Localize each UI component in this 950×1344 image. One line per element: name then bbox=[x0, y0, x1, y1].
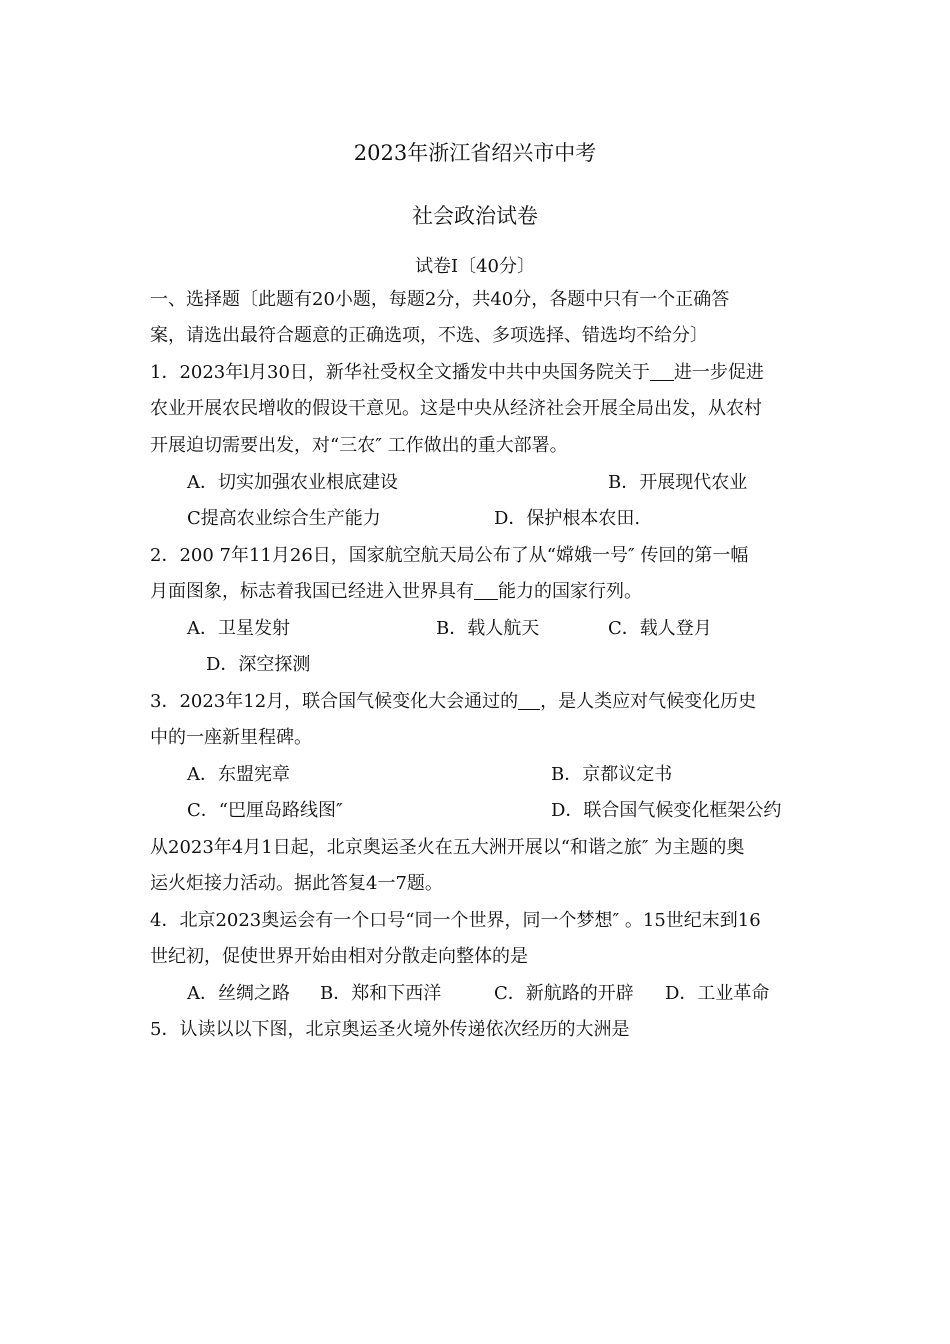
intro-4-7-line-1: 从2023年4月1日起，北京奥运圣火在五大洲开展以“和谐之旅″ 为主题的奥 bbox=[150, 837, 745, 858]
q4-option-d: D．工业革命 bbox=[665, 983, 770, 1004]
part-heading: 试卷Ⅰ〔40分〕 bbox=[414, 256, 535, 277]
q5-line-1: 5．认读以以下图，北京奥运圣火境外传递依次经历的大洲是 bbox=[150, 1019, 630, 1040]
q3-line-2: 中的一座新里程碑。 bbox=[150, 727, 312, 748]
q4-line-2: 世纪初，促使世界开始由相对分散走向整体的是 bbox=[150, 946, 528, 967]
q2-option-c: C．载人登月 bbox=[608, 618, 712, 639]
q1-line-2: 农业开展农民增收的假设干意见。这是中央从经济社会开展全局出发，从农村 bbox=[150, 398, 762, 419]
instructions-line-1: 一、选择题〔此题有20小题，每题2分，共40分，各题中只有一个正确答 bbox=[150, 289, 730, 310]
q1-option-b: B．开展现代农业 bbox=[608, 472, 748, 493]
q2-line-2-tail: 能力的国家行列。 bbox=[498, 581, 642, 602]
page-title: 2023年浙江省绍兴市中考 bbox=[353, 141, 597, 165]
q2-option-b: B．载人航天 bbox=[436, 618, 540, 639]
intro-4-7-line-2: 运火炬接力活动。据此答复4一7题。 bbox=[150, 873, 443, 894]
q2-line-2-text: 月面图象，标志着我国已经进入世界具有 bbox=[150, 581, 474, 602]
q1-option-d: D．保护根本农田. bbox=[494, 508, 641, 529]
q4-option-b: B．郑和下西洋 bbox=[320, 983, 442, 1004]
q2-line-1: 2．200 7年11月26日，国家航空航天局公布了从“嫦娥一号″ 传回的第一幅 bbox=[150, 545, 749, 566]
q4-option-c: C．新航路的开辟 bbox=[494, 983, 634, 1004]
q3-option-b: B．京都议定书 bbox=[551, 764, 673, 785]
q1-blank bbox=[650, 362, 674, 381]
q4-option-a: A．丝绸之路 bbox=[187, 983, 290, 1004]
q1-option-a: A．切实加强农业根底建设 bbox=[187, 472, 398, 493]
q3-blank bbox=[518, 691, 540, 710]
page-subtitle: 社会政治试卷 bbox=[412, 204, 538, 228]
q3-option-c: C．“巴厘岛路线图″ bbox=[187, 800, 343, 821]
q4-line-1: 4．北京2023奥运会有一个口号“同一个世界，同一个梦想″ 。15世纪末到16 bbox=[150, 910, 761, 931]
q1-option-c: C提高农业综合生产能力 bbox=[187, 508, 381, 529]
q2-blank bbox=[474, 581, 498, 600]
q3-option-d: D．联合国气候变化框架公约 bbox=[551, 800, 782, 821]
q1-line-1-tail: 进一步促进 bbox=[673, 362, 764, 383]
q3-line-1 bbox=[150, 690, 800, 714]
q2-option-d: D．深空探测 bbox=[206, 654, 311, 675]
instructions-line-2: 案，请选出最符合题意的正确选项，不选、多项选择、错选均不给分〕 bbox=[150, 325, 708, 346]
q2-line-2 bbox=[150, 580, 800, 604]
q1-line-3: 开展迫切需要出发，对“三农″ 工作做出的重大部署。 bbox=[150, 435, 568, 456]
q3-line-1-text: 3．2023年12月，联合国气候变化大会通过的 bbox=[150, 691, 519, 712]
q1-line-1-text: 1．2023年l月30日，新华社受权全文播发中共中央国务院关于 bbox=[150, 362, 650, 383]
q2-option-a: A．卫星发射 bbox=[187, 618, 290, 639]
q3-line-1-tail: ，是人类应对气候变化历史 bbox=[540, 691, 757, 712]
q3-option-a: A．东盟宪章 bbox=[187, 764, 290, 785]
q1-line-1 bbox=[150, 361, 800, 385]
